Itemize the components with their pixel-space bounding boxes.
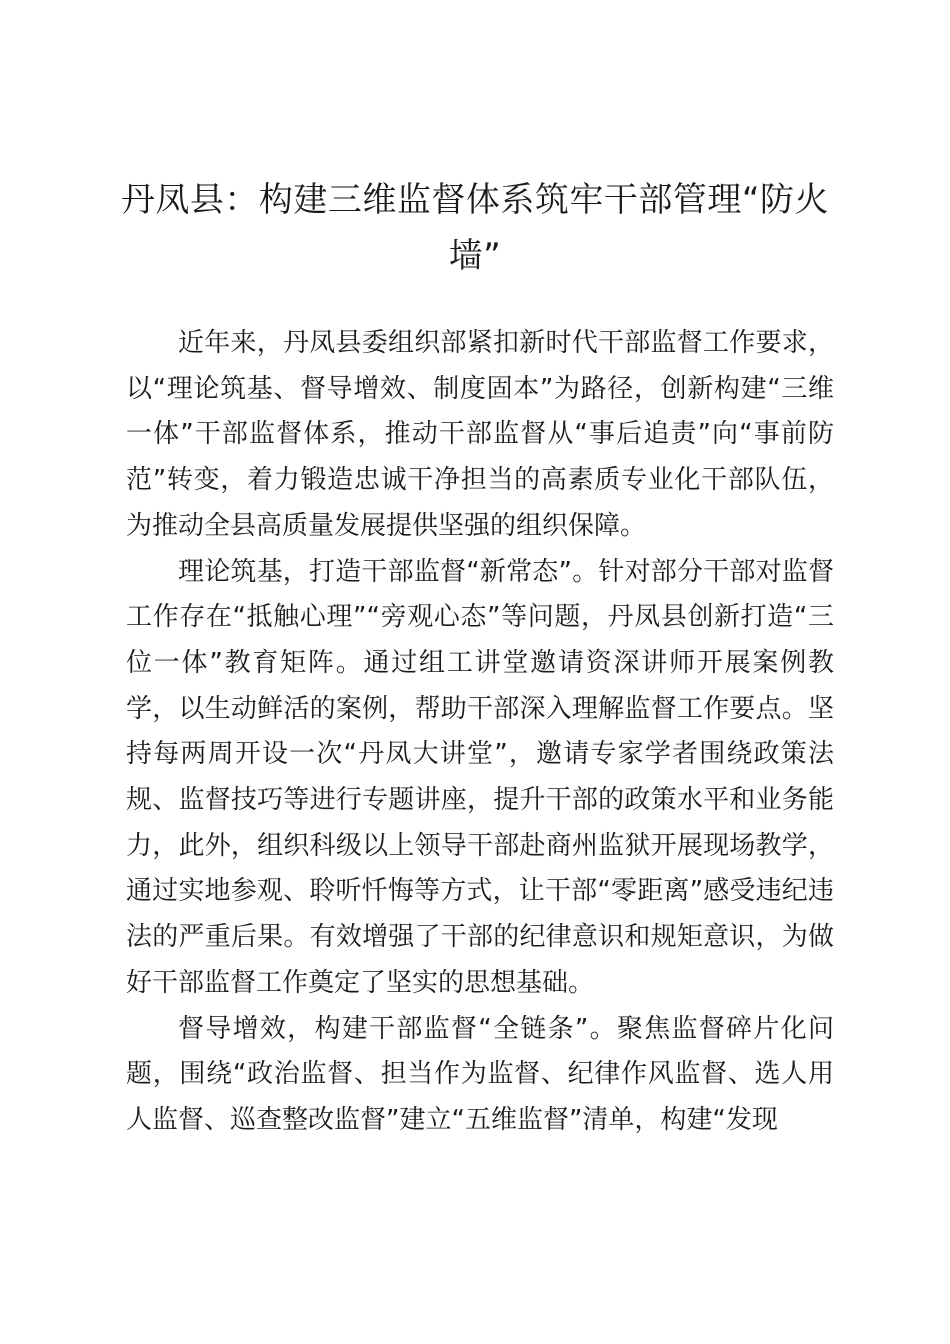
document-title: 丹凤县：构建三维监督体系筑牢干部管理“防火墙” [120,180,830,276]
paragraph-theory-foundation: 理论筑基，打造干部监督“新常态”。针对部分干部对监督工作存在“抵触心理”“旁观心态”等问题，丹凤县创新打造“三位一体”教育矩阵。通过组工讲堂邀请资深讲师开展案例教学，以生动鲜活的案例，帮助干部深入理解监督工作要点。坚持每两周开设一次“丹凤大讲堂”，邀请专家学者围绕政策法规、监督技巧等进行专题讲座，提升干部的政策水平和业务能力，此外，组织科级以上领导干部赴商州监狱开展现场教学，通过实地参观、聆听忏悔等方式，让干部“零距离”感受违纪违法的严重后果。有效增强了干部的纪律意识和规矩意识，为做好干部监督工作奠定了坚实的思想基础。 [126,556,834,998]
document-body [126,321,834,1144]
paragraph-intro: 近年来，丹凤县委组织部紧扣新时代干部监督工作要求，以“理论筑基、督导增效、制度固本”为路径，创新构建“三维一体”干部监督体系，推动干部监督从“事后追责”向“事前防范”转变，着力锻造忠诚干净担当的高素质专业化干部队伍，为推动全县高质量发展提供坚强的组织保障。 [126,328,834,541]
paragraph-supervision-efficiency: 督导增效，构建干部监督“全链条”。聚焦监督碎片化问题，围绕“政治监督、担当作为监督、纪律作风监督、选人用人监督、巡查整改监督”建立“五维监督”清单，构建“发现 [126,1013,834,1135]
